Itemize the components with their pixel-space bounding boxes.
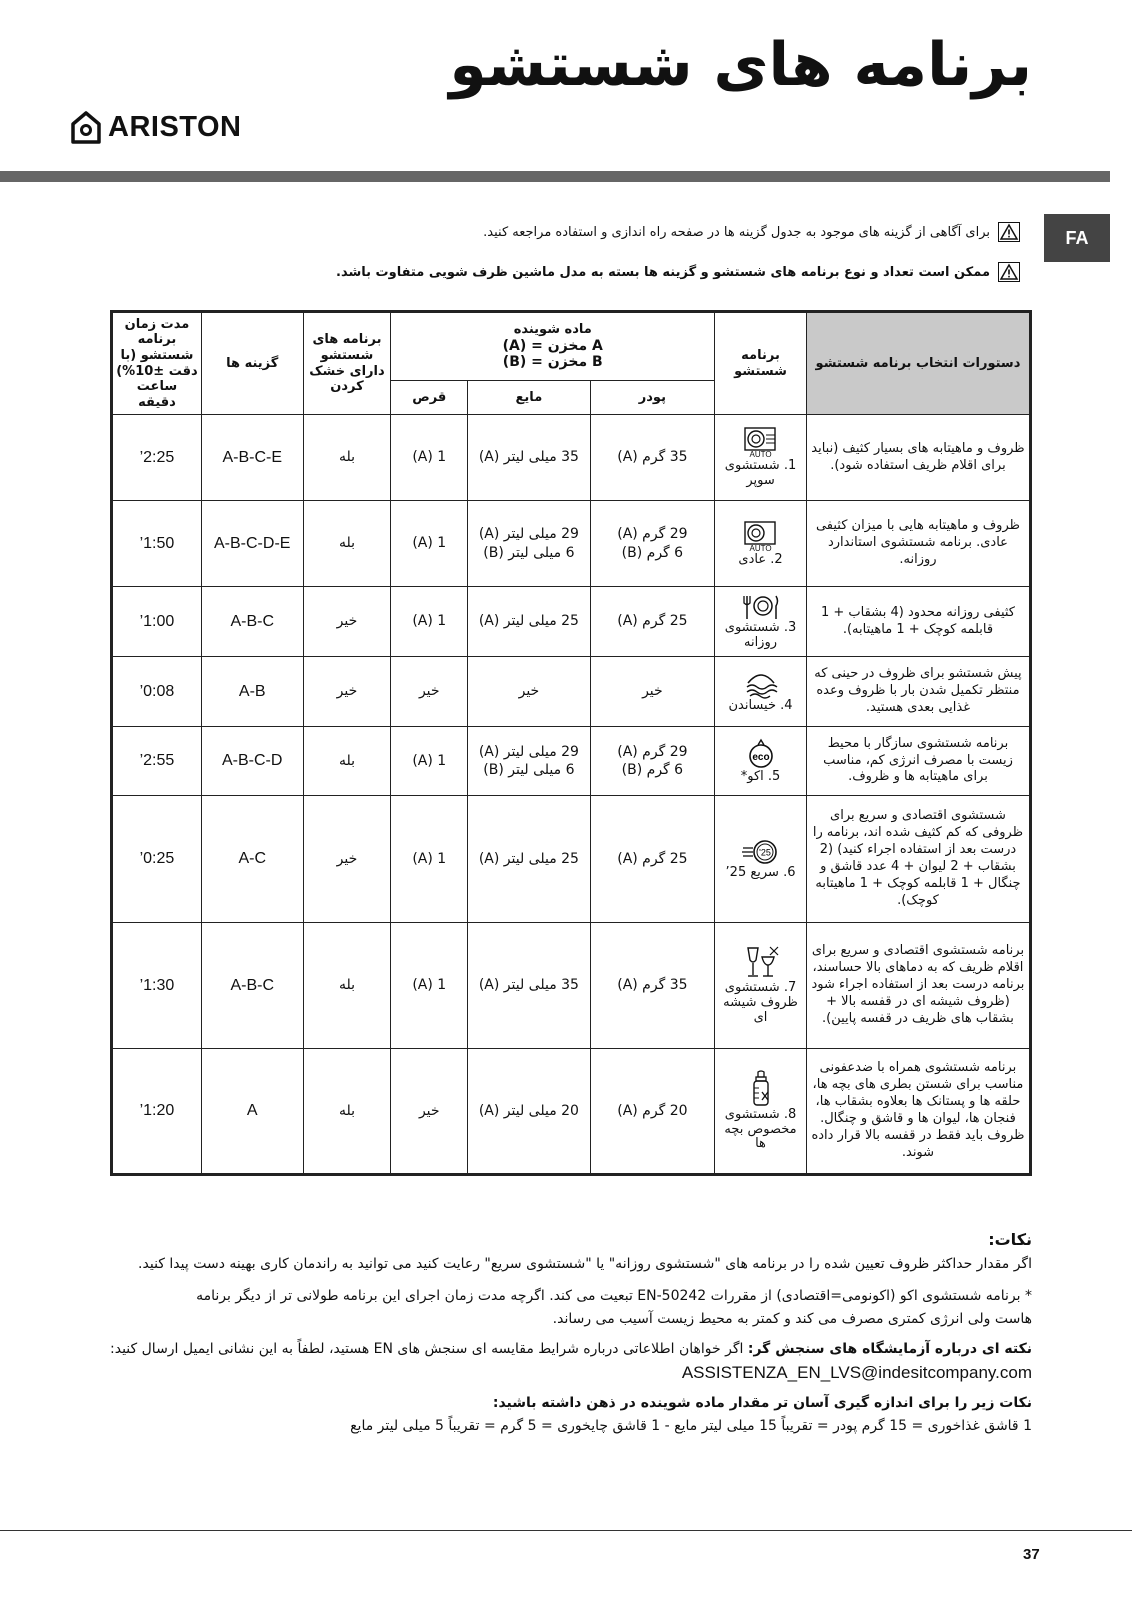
program-duration: 2:25’ <box>112 415 202 501</box>
footer-divider <box>0 1530 1132 1531</box>
program-duration: 0:25’ <box>112 796 202 923</box>
tablet-line: 1 (A) <box>412 850 447 867</box>
header-tablet: قرص <box>391 381 468 415</box>
program-name: 4. خیساندن <box>728 698 793 714</box>
powder-amount <box>590 1049 714 1175</box>
tablet-amount <box>391 501 468 587</box>
tablet-line: 1 (A) <box>412 977 447 994</box>
program-options: A-C <box>201 796 303 923</box>
warning-icon <box>998 222 1020 242</box>
rapid-25-icon <box>741 838 781 866</box>
header-divider <box>0 171 1110 182</box>
powder-line: 25 گرم (A) <box>617 613 688 630</box>
program-options: A <box>201 1049 303 1175</box>
program-name-cell <box>715 587 807 657</box>
footer-note-2b: هاست ولی انرژی کمتری مصرف می کند و کمتر به محیط زیست آسیب می رساند. <box>552 1311 1032 1327</box>
program-options: A-B <box>201 657 303 727</box>
ariston-logo <box>70 110 241 144</box>
program-name-cell <box>715 1049 807 1175</box>
powder-amount <box>590 501 714 587</box>
drying-line: بله <box>338 1102 355 1119</box>
program-options: A-B-C-E <box>201 415 303 501</box>
drying-amount <box>303 796 391 923</box>
program-name: 2. عادی <box>738 551 783 567</box>
tablet-line: 1 (A) <box>412 535 447 552</box>
powder-line: 35 گرم (A) <box>617 977 688 994</box>
tablet-line: 1 (A) <box>412 449 447 466</box>
program-name: 6. سریع 25’ <box>725 864 796 880</box>
powder-amount <box>590 657 714 727</box>
program-instructions: برنامه شستشوی اقتصادی و سریع برای اقلام ظریف که به دماهای بالا حساسند، برنامه درست بعد از استفاده اجراء شود (ظروف شیشه ای در قفسه بالا + بشقاب های ظریف در قفسه پایین). <box>806 923 1030 1049</box>
header-instructions: دستورات انتخاب برنامه شستشو <box>806 312 1030 415</box>
header-duration-label: مدت زمان برنامه شستشو (با دقت ±10%) <box>116 316 198 379</box>
house-logo-icon <box>70 110 102 144</box>
program-options: A-B-C <box>201 923 303 1049</box>
note-model-variation <box>336 262 1020 282</box>
note-options-reference <box>483 222 1020 242</box>
liquid-amount <box>468 657 590 727</box>
footnote-star: * <box>1025 1288 1032 1304</box>
note-text: ممکن است تعداد و نوع برنامه های شستشو و گزینه ها بسته به مدل ماشین ظرف شویی متفاوت باشد. <box>336 264 990 280</box>
note-text: برای آگاهی از گزینه های موجود به جدول گزینه ها در صفحه راه اندازی و استفاده مراجعه کنید. <box>483 224 990 240</box>
liquid-line: خیر <box>518 683 540 700</box>
auto-label: AUTO <box>749 543 772 553</box>
program-instructions: برنامه شستشوی همراه با ضدعفونی مناسب برای شستن بطری های بچه ها، حلقه ها و پستانک ها بعلاوه بشقاب ها، فنجان ها، لیوان ها و قاشق و چنگال. ظروف باید فقط در قفسه بالا قرار داده شوند. <box>806 1049 1030 1175</box>
liquid-amount <box>468 727 590 796</box>
table-row <box>112 415 1031 501</box>
tablet-line: 1 (A) <box>412 752 447 769</box>
powder-amount <box>590 923 714 1049</box>
liquid-amount <box>468 501 590 587</box>
program-options: A-B-C <box>201 587 303 657</box>
program-instructions: پیش شستشو برای ظروف در حینی که منتظر تکمیل شدن بار با ظروف وعده غذایی بعدی هستید. <box>806 657 1030 727</box>
tablet-line: خیر <box>418 683 440 700</box>
drying-amount <box>303 727 391 796</box>
program-instructions: شستشوی اقتصادی و سریع برای ظروفی که کم کثیف شده اند، برنامه را درست بعد از استفاده اجراء کنید) (2 بشقاب + 2 لیوان + 4 عدد قاشق و چنگال + 1 قابلمه کوچک + 1 ماهیتابه کوچک). <box>806 796 1030 923</box>
program-icon-box <box>718 669 803 714</box>
program-name: 5. اکو* <box>740 768 781 784</box>
super-wash-icon <box>742 426 780 452</box>
header-program: برنامه شستشو <box>715 312 807 415</box>
header-detergent-title: ماده شوینده <box>513 321 592 337</box>
table-row <box>112 501 1031 587</box>
table-row <box>112 587 1031 657</box>
drying-amount <box>303 415 391 501</box>
tablet-amount <box>391 1049 468 1175</box>
powder-line: 29 گرم (A) <box>617 526 688 543</box>
baby-bottle-icon <box>746 1070 776 1108</box>
powder-amount <box>590 796 714 923</box>
header-powder: پودر <box>590 381 714 415</box>
powder-line: 29 گرم (A) <box>617 743 688 760</box>
header-duration <box>112 312 202 415</box>
page-title: برنامه های شستشو <box>449 30 1032 100</box>
footer-note-2a <box>196 1288 1032 1304</box>
page-number: 37 <box>1023 1546 1040 1563</box>
tablet-amount <box>391 727 468 796</box>
program-icon-box <box>718 426 803 489</box>
normal-wash-icon <box>742 520 780 546</box>
drying-line: بله <box>338 752 355 769</box>
footer-note-2a-text: برنامه شستشوی اکو (اکونومی=اقتصادی) از مقررات EN-50242 تبعیت می کند. اگرچه مدت زمان اجرای این برنامه طولانی تر از دیگر برنامه <box>196 1288 1021 1304</box>
svg-text:25': 25' <box>758 847 771 858</box>
powder-line: 25 گرم (A) <box>617 850 688 867</box>
drying-line: خیر <box>336 683 358 700</box>
program-duration: 1:00’ <box>112 587 202 657</box>
liquid-line: 25 میلی لیتر (A) <box>478 850 579 867</box>
drying-amount <box>303 923 391 1049</box>
tablet-amount <box>391 657 468 727</box>
footer-note-4-title: نکات زیر را برای اندازه گیری آسان تر مقدار ماده شوینده در ذهن داشته باشید: <box>492 1395 1032 1411</box>
drying-line: بله <box>338 535 355 552</box>
powder-line: 20 گرم (A) <box>617 1102 688 1119</box>
header-drying: برنامه های شستشو دارای خشک کردن <box>303 312 391 415</box>
liquid-line: 35 میلی لیتر (A) <box>478 449 579 466</box>
program-name-cell <box>715 923 807 1049</box>
drying-amount <box>303 1049 391 1175</box>
drying-amount <box>303 657 391 727</box>
table-row <box>112 657 1031 727</box>
daily-wash-icon <box>741 593 781 621</box>
header-detergent-a: A مخزن = (A) <box>502 337 603 354</box>
header-liquid: مایع <box>468 381 590 415</box>
tablet-line: خیر <box>418 1102 440 1119</box>
liquid-line: 6 میلی لیتر (B) <box>483 544 575 561</box>
soak-icon <box>742 669 780 699</box>
language-tab[interactable]: FA <box>1044 214 1110 262</box>
program-icon-box <box>718 520 803 568</box>
liquid-line: 20 میلی لیتر (A) <box>478 1102 579 1119</box>
header-detergent-b: B مخزن = (B) <box>502 354 603 371</box>
liquid-line: 6 میلی لیتر (B) <box>483 762 575 778</box>
tablet-amount <box>391 923 468 1049</box>
program-instructions: برنامه شستشوی سازگار با محیط زیست با مصرف انرژی کم، مناسب برای ماهیتابه ها و ظروف. <box>806 727 1030 796</box>
header-duration-unit: ساعت دقیقه <box>136 379 178 410</box>
powder-line: 6 گرم (B) <box>621 762 684 778</box>
program-duration: 2:55’ <box>112 727 202 796</box>
table-row <box>112 923 1031 1049</box>
drying-amount <box>303 587 391 657</box>
drying-line: بله <box>338 977 355 994</box>
program-icon-box <box>718 838 803 881</box>
powder-line: 6 گرم (B) <box>621 544 684 561</box>
program-duration: 1:30’ <box>112 923 202 1049</box>
program-duration: 1:50’ <box>112 501 202 587</box>
brand-name: ARISTON <box>108 110 242 143</box>
program-duration: 0:08’ <box>112 657 202 727</box>
program-instructions: ظروف و ماهیتابه های بسیار کثیف (نباید برای اقلام ظریف استفاده شود). <box>806 415 1030 501</box>
program-icon-box <box>718 1070 803 1153</box>
program-name: 7. شستشوی ظروف شیشه ای <box>723 980 798 1025</box>
liquid-amount <box>468 587 590 657</box>
tablet-amount <box>391 796 468 923</box>
program-name-cell <box>715 657 807 727</box>
liquid-amount <box>468 923 590 1049</box>
footer-note-3 <box>110 1341 1032 1357</box>
header-detergent <box>391 312 715 381</box>
powder-amount <box>590 415 714 501</box>
eco-icon <box>744 738 778 770</box>
footer-notes-title: نکات: <box>988 1230 1032 1249</box>
drying-line: بله <box>338 449 355 466</box>
footer-note-3-text: اگر خواهان اطلاعاتی درباره شرایط مقایسه ای سنجش های EN هستید، لطفاً به این نشانی ایمیل ارسال کنید: <box>110 1341 744 1357</box>
liquid-line: 25 میلی لیتر (A) <box>478 613 579 630</box>
program-instructions: ظروف و ماهیتابه هایی با میزان کثیفی عادی. برنامه شستشوی استاندارد روزانه. <box>806 501 1030 587</box>
powder-line: خیر <box>642 683 663 700</box>
program-name: 1. شستشوی سوپر <box>724 458 797 488</box>
program-icon-box <box>718 593 803 651</box>
header-options: گزینه ها <box>201 312 303 415</box>
svg-text:eco: eco <box>751 751 770 763</box>
drying-line: خیر <box>336 850 358 867</box>
program-name-cell <box>715 727 807 796</box>
program-icon-box <box>718 738 803 785</box>
program-options: A-B-C-D <box>201 727 303 796</box>
tablet-amount <box>391 587 468 657</box>
drying-line: خیر <box>336 613 358 630</box>
tablet-line: 1 (A) <box>412 613 447 630</box>
warning-icon <box>998 262 1020 282</box>
powder-amount <box>590 727 714 796</box>
program-name-cell <box>715 415 807 501</box>
liquid-amount <box>468 796 590 923</box>
program-name: 8. شستشوی مخصوص بچه ها <box>724 1106 797 1152</box>
footer-note-1: اگر مقدار حداکثر ظروف تعیین شده را در برنامه های "شستشوی روزانه" یا "شستشوی سریع" رعایت کنید می توانید به راندمان کاری بهینه دست پیدا کنید. <box>138 1256 1032 1272</box>
wash-programs-table <box>110 310 1032 1176</box>
program-icon-box <box>718 945 803 1026</box>
table-row <box>112 727 1031 796</box>
program-name-cell <box>715 501 807 587</box>
liquid-line: 29 میلی لیتر (A) <box>478 526 579 543</box>
liquid-amount <box>468 415 590 501</box>
program-instructions: کثیفی روزانه محدود (4 بشقاب + 1 قابلمه کوچک + 1 ماهیتابه). <box>806 587 1030 657</box>
tablet-amount <box>391 415 468 501</box>
footer-note-3-bold: نکته ای درباره آزمایشگاه های سنجش گر: <box>747 1341 1032 1357</box>
liquid-line: 35 میلی لیتر (A) <box>478 977 579 994</box>
program-name: 3. شستشوی روزانه <box>724 619 797 650</box>
program-duration: 1:20’ <box>112 1049 202 1175</box>
table-row <box>112 1049 1031 1175</box>
powder-amount <box>590 587 714 657</box>
drying-amount <box>303 501 391 587</box>
liquid-line: 29 میلی لیتر (A) <box>478 743 579 760</box>
glass-wash-icon <box>742 945 780 981</box>
liquid-amount <box>468 1049 590 1175</box>
lab-email-link[interactable]: ASSISTENZA_EN_LVS@indesitcompany.com <box>681 1363 1032 1382</box>
powder-line: 35 گرم (A) <box>617 449 688 466</box>
auto-label: AUTO <box>749 450 772 460</box>
table-row <box>112 796 1031 923</box>
footer-note-4: 1 قاشق غذاخوری = 15 گرم پودر = تقریباً 15 میلی لیتر مایع - 1 قاشق چایخوری = 5 گرم = تقریباً 5 میلی لیتر مایع <box>350 1418 1032 1434</box>
program-options: A-B-C-D-E <box>201 501 303 587</box>
program-name-cell <box>715 796 807 923</box>
